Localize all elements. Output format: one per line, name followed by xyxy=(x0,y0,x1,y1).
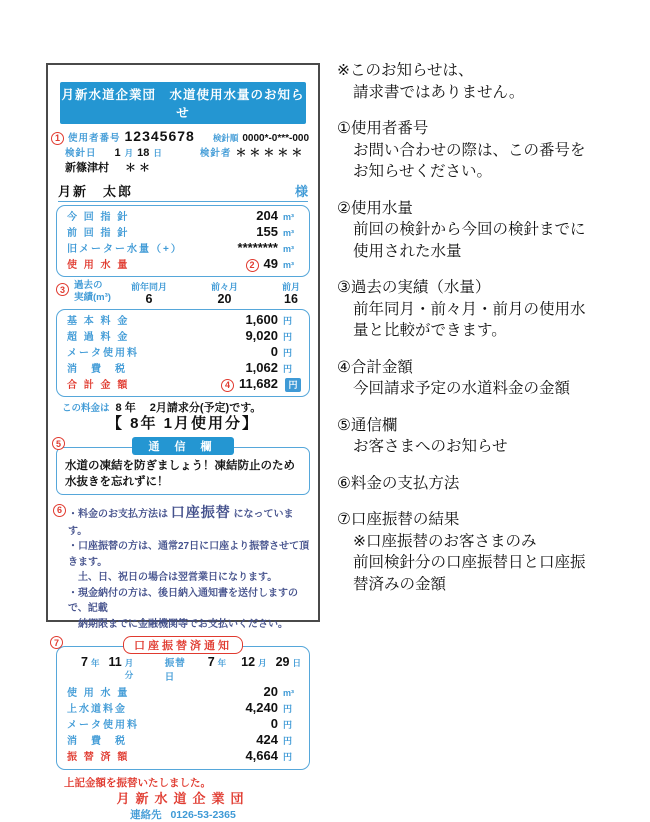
annotation-line: お客さまへのお知らせ xyxy=(353,438,508,455)
meter-row-value: ******** xyxy=(237,240,278,255)
meter-reading-box xyxy=(56,205,310,277)
meter-row-label: 旧メーター水量（+） xyxy=(67,244,183,255)
transfer-row-value: 20 xyxy=(263,684,278,700)
annotation-line: 替済みの金額 xyxy=(353,575,447,593)
transfer-month-suffix: 月分 xyxy=(124,658,134,681)
total-unit: 円 xyxy=(285,378,301,392)
transfer-year: 7 xyxy=(81,655,88,670)
meter-row-value: 204 xyxy=(256,208,278,223)
charge-label: メータ使用料 xyxy=(67,348,139,359)
transfer-total-value: 4,664 xyxy=(245,748,278,764)
annotation-line: ※口座振替のお客さまのみ xyxy=(353,532,537,550)
contact-label: 連絡先 xyxy=(130,809,162,822)
annotation-line: 使用された水量 xyxy=(353,242,462,260)
payment-text xyxy=(68,502,310,632)
history-columns xyxy=(131,280,308,306)
reader-value: ＊＊＊＊＊ xyxy=(235,147,306,159)
transfer-row-unit: m³ xyxy=(283,688,294,699)
charges-box xyxy=(56,309,310,397)
history-label xyxy=(74,280,111,304)
user-number-value: 12345678 xyxy=(124,128,195,144)
annotation-title: ⑥料金の支払方法 xyxy=(337,474,460,492)
history-col-value: 16 xyxy=(284,292,298,306)
reading-date-day-num: 18 xyxy=(137,147,150,159)
charge-row xyxy=(67,313,301,329)
charge-unit: 円 xyxy=(283,332,293,342)
annotation-line: 量と比較ができます。 xyxy=(353,322,507,339)
transfer-row-label: メータ使用料 xyxy=(67,720,139,732)
transfer-row-value: 0 xyxy=(270,716,278,732)
transfer-date-year-suffix: 年 xyxy=(217,658,227,669)
notice-section xyxy=(48,437,318,495)
annotation-item-2 xyxy=(337,198,642,263)
meter-row-label: 前 回 指 針 xyxy=(67,228,130,239)
village-value: ＊＊ xyxy=(125,162,153,174)
charge-row xyxy=(67,345,301,361)
transfer-date-month-suffix: 月 xyxy=(258,658,267,669)
marker-2-icon: 2 xyxy=(246,259,259,272)
transfer-total-unit: 円 xyxy=(283,752,293,763)
past-usage-history xyxy=(48,277,318,306)
transfer-section xyxy=(48,636,318,770)
customer-honorific: 様 xyxy=(294,184,308,199)
payment-section xyxy=(53,502,310,632)
transfer-date-day-suffix: 日 xyxy=(292,658,301,669)
history-label-line2: 実績(m³) xyxy=(74,292,111,303)
total-row xyxy=(67,377,301,393)
marker-7-icon: 7 xyxy=(50,636,63,649)
history-col xyxy=(211,280,238,306)
transfer-year-suffix: 年 xyxy=(90,658,100,669)
disclaimer-line1: ※このお知らせは、 xyxy=(337,62,474,79)
annotation-title: ③過去の実績（水量） xyxy=(337,279,491,296)
transfer-row-unit: 円 xyxy=(283,720,293,731)
billing-note-label: この料金は xyxy=(62,403,110,414)
usage-unit: m³ xyxy=(283,260,294,270)
total-value: 11,682 xyxy=(238,376,278,391)
marker-1-icon: 1 xyxy=(51,132,64,145)
transfer-date-day: 29 xyxy=(275,655,290,670)
disclaimer-line2: 請求書ではありません。 xyxy=(353,83,525,101)
charge-value: 9,020 xyxy=(245,328,278,343)
annotation-line: お知らせください。 xyxy=(353,163,493,180)
payment-line1-suffix: になっています。 xyxy=(68,509,294,537)
notice-badge: 通 信 欄 xyxy=(132,437,233,455)
charge-value: 0 xyxy=(270,344,278,359)
payment-line1 xyxy=(68,502,310,539)
charge-value: 1,062 xyxy=(245,360,278,375)
payment-line2: ・口座振替の方は、通常27日に口座より振替させて頂きます。 xyxy=(68,541,310,568)
usage-value: 49 xyxy=(263,256,278,271)
meter-row-label: 今 回 指 針 xyxy=(67,212,130,223)
transfer-row-label: 使 用 水 量 xyxy=(67,688,130,700)
receipt-title-banner: 月新水道企業団 水道使用水量のお知らせ xyxy=(60,82,306,124)
annotation-item-7 xyxy=(337,509,642,595)
charge-unit: 円 xyxy=(283,316,293,326)
customer-line xyxy=(58,181,308,202)
transfer-row-value: 424 xyxy=(256,732,278,748)
history-col-label: 前月 xyxy=(281,282,300,292)
history-col-value: 20 xyxy=(217,292,232,306)
receipt-header xyxy=(48,129,318,175)
annotation-line: お問い合わせの際は、この番号を xyxy=(353,141,586,159)
marker-5-icon: 5 xyxy=(52,437,65,450)
transfer-box xyxy=(56,646,310,770)
usage-period: 【 8年 1月使用分】 xyxy=(106,415,260,432)
annotation-item-5 xyxy=(337,415,642,458)
charge-unit: 円 xyxy=(283,348,293,358)
transfer-row-label: 消 費 税 xyxy=(67,736,127,748)
history-col-value: 6 xyxy=(145,292,153,306)
history-col xyxy=(282,280,300,306)
transfer-date-year: 7 xyxy=(207,655,215,670)
meter-row-value: 155 xyxy=(256,224,278,239)
annotation-title: ⑦口座振替の結果 xyxy=(337,511,460,528)
payment-line3: 土、日、祝日の場合は翌営業日になります。 xyxy=(68,572,278,584)
organization-name: 月新水道企業団 xyxy=(116,791,250,807)
transfer-row-value: 4,240 xyxy=(245,700,278,716)
billing-note-text: 8 年 2月請求分(予定)です。 xyxy=(115,402,262,414)
reading-date-label: 検針日 xyxy=(65,148,97,159)
meter-row-unit: m³ xyxy=(283,212,294,222)
charge-row xyxy=(67,329,301,345)
meter-row-usage xyxy=(67,257,301,273)
transfer-row xyxy=(67,701,301,717)
annotation-line: 前回の検針から今回の検針までに xyxy=(353,221,586,238)
usage-label: 使 用 水 量 xyxy=(67,260,130,271)
payment-line5: 納期限までに金融機関等でお支払いください。 xyxy=(68,618,288,630)
billing-note xyxy=(48,397,318,415)
annotation-line: 前年同月・前々月・前月の使用水 xyxy=(353,300,586,318)
payment-line1-prefix: ・料金のお支払方法は xyxy=(68,509,171,521)
annotation-title: ⑤通信欄 xyxy=(337,416,398,434)
reading-order-value: 0000*-0***-000 xyxy=(242,133,310,144)
transfer-date-label: 振替日 xyxy=(164,658,186,684)
transfer-footnote: 上記金額を振替いたしました。 xyxy=(64,777,211,790)
annotation-title: ④合計金額 xyxy=(337,358,413,376)
transfer-total-row xyxy=(67,749,301,765)
annotation-title: ①使用者番号 xyxy=(337,120,429,137)
meter-row xyxy=(67,209,301,225)
annotation-item-3 xyxy=(337,277,642,342)
reading-order-label: 検針順 xyxy=(212,133,239,143)
annotation-item-1 xyxy=(337,118,642,183)
marker-6-icon: 6 xyxy=(53,504,66,517)
history-label-line1: 過去の xyxy=(74,280,103,291)
annotations-column xyxy=(337,60,642,595)
transfer-month: 11 xyxy=(108,655,122,670)
annotation-item-6 xyxy=(337,473,642,495)
charge-label: 消 費 税 xyxy=(67,364,127,375)
meter-row xyxy=(67,241,301,257)
transfer-row xyxy=(67,717,301,733)
transfer-row xyxy=(67,733,301,749)
annotation-item-4 xyxy=(337,357,642,400)
reader-label: 検針者 xyxy=(199,148,232,159)
user-number-label: 使用者番号 xyxy=(68,133,121,144)
annotation-title: ②使用水量 xyxy=(337,199,413,217)
marker-3-icon: 3 xyxy=(56,283,69,296)
transfer-row-unit: 円 xyxy=(283,736,293,747)
transfer-date-month: 12 xyxy=(241,655,256,670)
charge-unit: 円 xyxy=(283,364,293,374)
charge-row xyxy=(67,361,301,377)
payment-line4: ・現金納付の方は、後日納入通知書を送付しますので、記載 xyxy=(68,587,298,615)
charge-label: 超 過 料 金 xyxy=(67,332,130,343)
transfer-row-label: 上水道料金 xyxy=(67,704,127,716)
history-col-label: 前々月 xyxy=(210,282,238,292)
transfer-row-unit: 円 xyxy=(283,704,293,715)
history-col xyxy=(131,280,167,306)
meter-row xyxy=(67,225,301,241)
reading-date-day-suffix: 日 xyxy=(153,148,162,158)
meter-row-unit: m³ xyxy=(283,244,294,254)
contact-phone: 0126-53-2365 xyxy=(170,809,236,822)
village-name: 新篠津村 xyxy=(65,162,109,174)
transfer-row xyxy=(67,685,301,701)
transfer-total-label: 振 替 済 額 xyxy=(67,752,130,764)
payment-method-highlight: 口座振替 xyxy=(170,504,231,521)
customer-name: 月新 太郎 xyxy=(58,184,134,199)
annotation-line: 今回請求予定の水道料金の金額 xyxy=(353,380,571,397)
reading-date-month-num: 1 xyxy=(114,147,121,159)
contact-line xyxy=(48,808,318,822)
charge-value: 1,600 xyxy=(245,312,278,327)
marker-4-icon: 4 xyxy=(221,379,234,392)
transfer-badge: 口座振替済通知 xyxy=(123,636,243,654)
history-col-label: 前年同月 xyxy=(130,282,167,292)
reading-date-month-suffix: 月 xyxy=(124,148,134,158)
notice-box: 水道の凍結を防ぎましょう！凍結防止のため水抜きを忘れずに！ xyxy=(56,447,310,495)
meter-row-unit: m³ xyxy=(283,228,294,238)
water-usage-notice-receipt xyxy=(46,63,320,822)
charge-label: 基 本 料 金 xyxy=(67,316,130,327)
total-label: 合 計 金 額 xyxy=(67,380,130,391)
annotation-line: 前回検針分の口座振替日と口座振 xyxy=(353,554,586,571)
